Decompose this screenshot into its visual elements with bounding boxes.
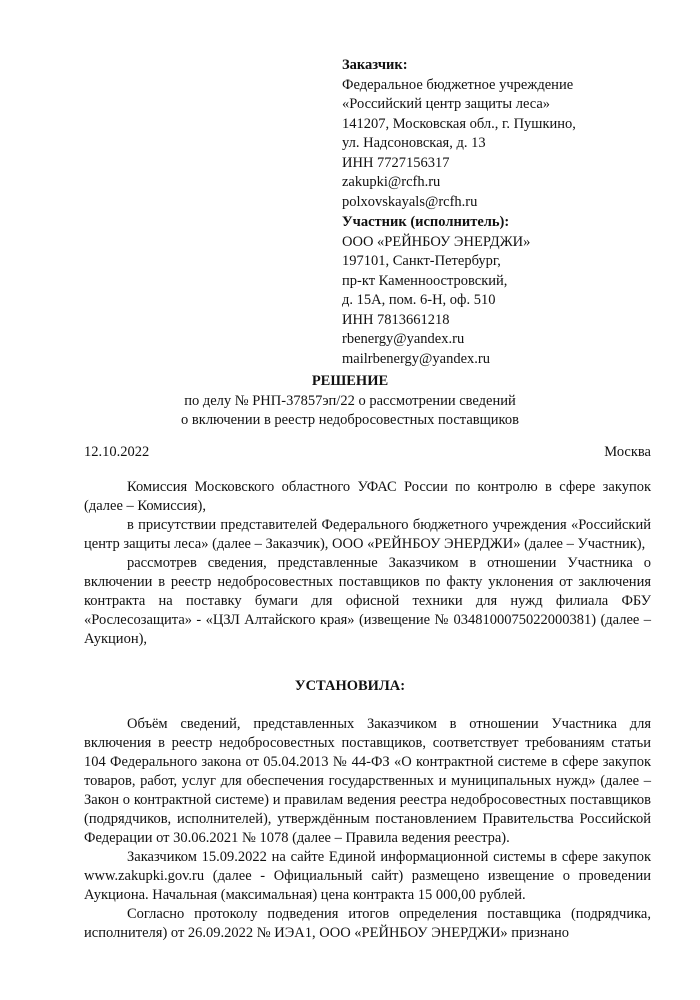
- participant-email: mailrbenergy@yandex.ru: [342, 350, 490, 367]
- customer-heading: Заказчик:: [342, 57, 408, 73]
- body-paragraph: Согласно протоколу подведения итогов определения поставщика (подрядчика, исполнителя) от 26.09.2022 № ИЭА1, ООО «РЕЙНБОУ ЭНЕРДЖИ» признано: [84, 906, 651, 941]
- customer-line: ул. Надсоновская, д. 13: [342, 135, 486, 151]
- decision-subtitle: по делу № РНП-37857эп/22 о рассмотрении сведений: [184, 392, 516, 409]
- participant-line: д. 15А, пом. 6-Н, оф. 510: [342, 292, 496, 308]
- decision-title: РЕШЕНИЕ: [311, 373, 389, 389]
- participant-line: ООО «РЕЙНБОУ ЭНЕРДЖИ»: [342, 233, 531, 250]
- customer-email: zakupki@rcfh.ru: [342, 174, 441, 190]
- customer-line: Федеральное бюджетное учреждение: [342, 76, 574, 93]
- participant-heading: Участник (исполнитель):: [342, 214, 510, 230]
- customer-line: «Российский центр защиты леса»: [342, 96, 551, 112]
- participant-line: пр-кт Каменноостровский,: [342, 272, 508, 289]
- participant-address-block: [342, 213, 530, 369]
- decision-city: Москва: [604, 444, 651, 460]
- participant-inn: ИНН 7813661218: [342, 311, 450, 328]
- customer-line: 141207, Московская обл., г. Пушкино,: [342, 115, 576, 132]
- customer-email: polxovskayals@rcfh.ru: [342, 193, 478, 210]
- decision-title-block: [0, 372, 700, 431]
- body-paragraph: Заказчиком 15.09.2022 на сайте Единой информационной системы в сфере закупок www.zakupki.gov.ru (далее - Официальный сайт) размещено извещение о проведении Аукциона. Начальная (максимальная) цена контракта 15 000,00 рублей.: [84, 849, 651, 903]
- established-section: [84, 715, 651, 943]
- customer-inn: ИНН 7727156317: [342, 154, 450, 171]
- established-heading: УСТАНОВИЛА:: [294, 678, 406, 694]
- customer-address-block: [342, 56, 576, 212]
- decision-date: 12.10.2022: [84, 444, 150, 460]
- body-paragraph: Объём сведений, представленных Заказчиком в отношении Участника для включения в реестр недобросовестных поставщиков, соответствует требованиям статьи 104 Федерального закона от 05.04.2013 № 44-ФЗ «О контрактной системе в сфере закупок товаров, работ, услуг для обеспечения государственных и муниципальных нужд» (далее – Закон о контрактной системе) и правилам ведения реестра недобросовестных поставщиков (подрядчиков, исполнителей), утверждённым постановлением Правительства Российской Федерации от 30.06.2021 № 1078 (далее – Правила ведения реестра).: [84, 716, 651, 846]
- participant-email: rbenergy@yandex.ru: [342, 331, 465, 347]
- intro-paragraph: рассмотрев сведения, представленные Заказчиком в отношении Участника о включении в реестр недобросовестных поставщиков по факту уклонения от заключения контракта на поставку бумаги для офисной техники для нужд филиала ФБУ «Рослесозащита» - «ЦЗЛ Алтайского края» (извещение № 0348100075022000381) (далее – Аукцион),: [84, 555, 651, 647]
- intro-paragraph: Комиссия Московского областного УФАС России по контролю в сфере закупок (далее – Комиссия),: [84, 479, 651, 514]
- intro-section: [84, 478, 651, 649]
- intro-paragraph: в присутствии представителей Федерального бюджетного учреждения «Российский центр защиты леса» (далее – Заказчик), ООО «РЕЙНБОУ ЭНЕРДЖИ» (далее – Участник),: [84, 517, 651, 552]
- decision-subtitle: о включении в реестр недобросовестных поставщиков: [181, 412, 519, 428]
- participant-line: 197101, Санкт-Петербург,: [342, 253, 501, 269]
